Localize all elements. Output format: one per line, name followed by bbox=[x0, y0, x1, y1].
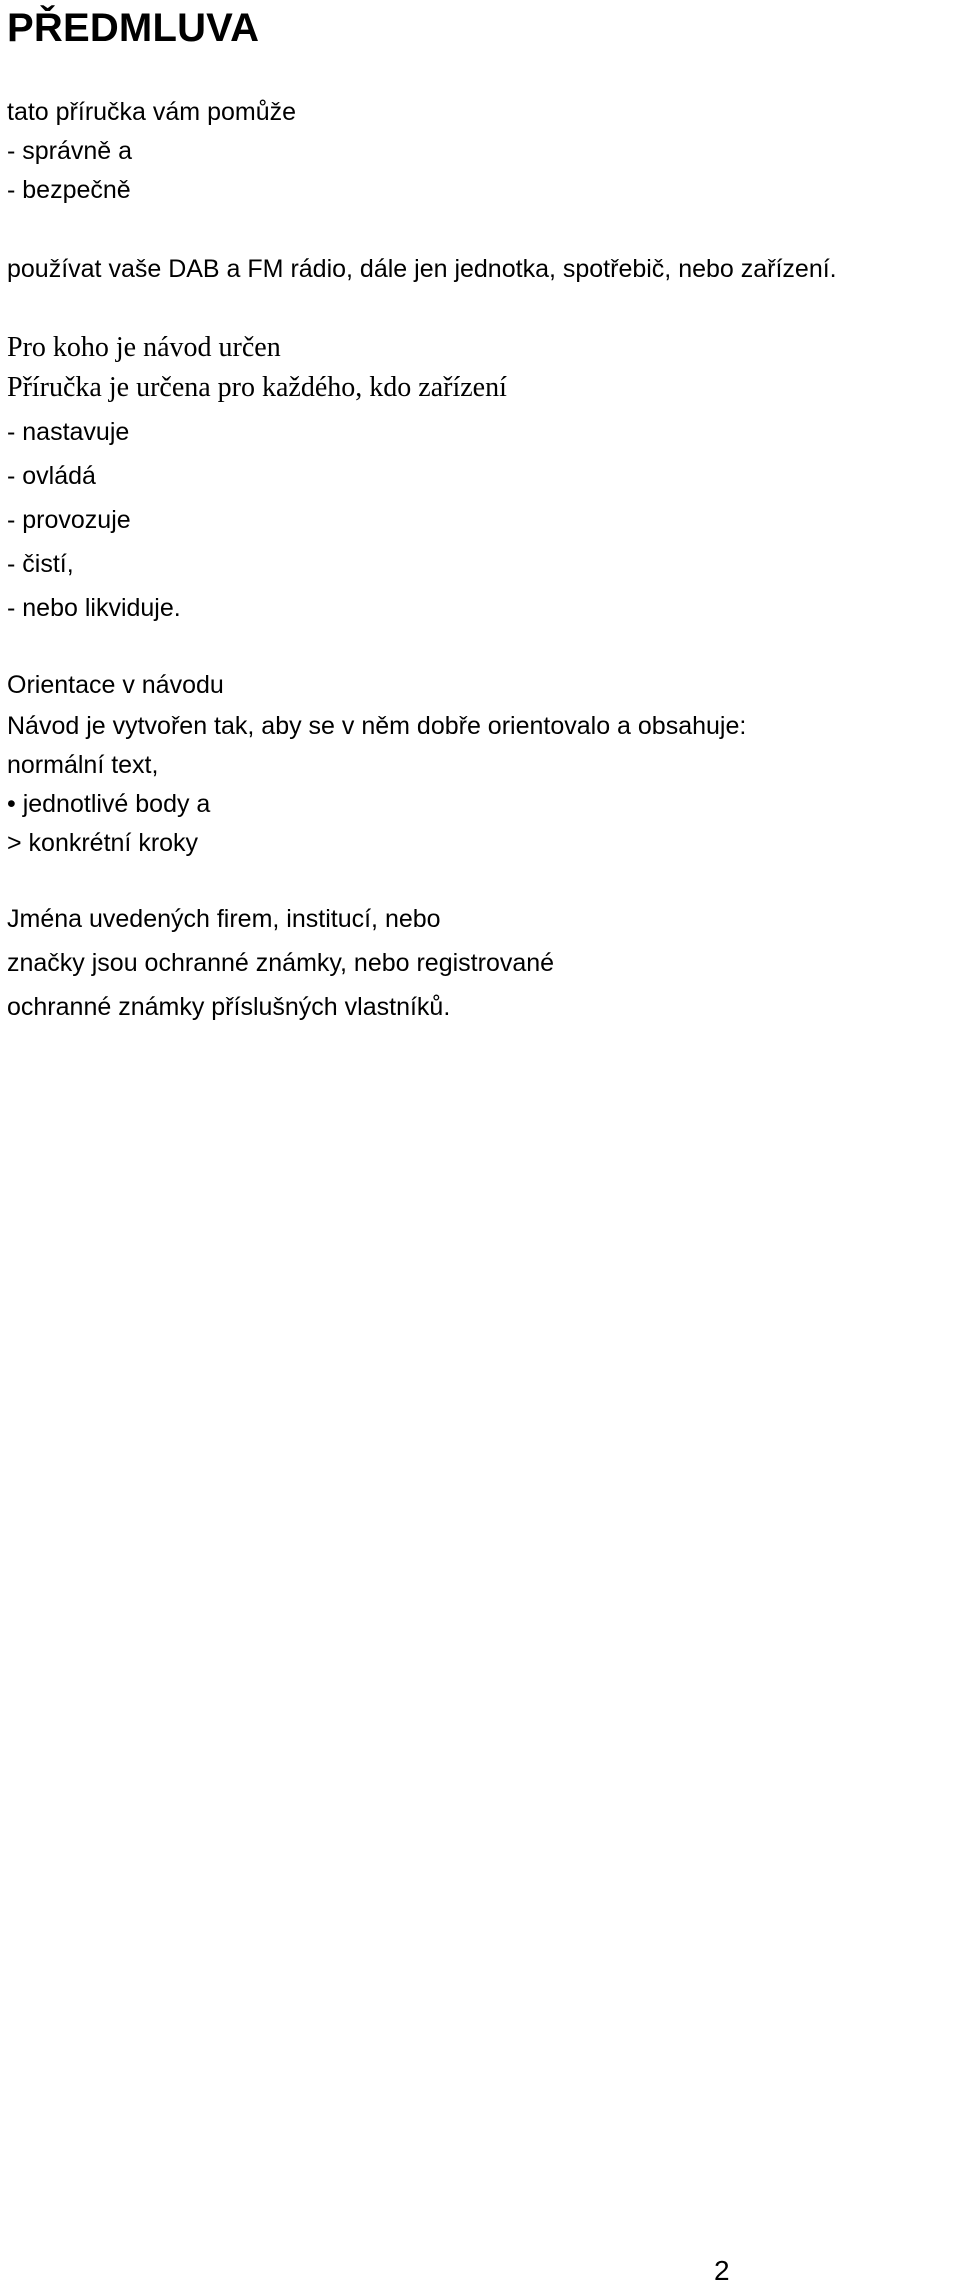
audience-title: Pro koho je návod určen bbox=[7, 332, 281, 363]
orientation-item: • jednotlivé body a bbox=[7, 790, 211, 818]
audience-item: - nebo likviduje. bbox=[7, 594, 181, 622]
orientation-item: > konkrétní kroky bbox=[7, 829, 199, 857]
orientation-title: Orientace v návodu bbox=[7, 671, 224, 699]
section-heading: PŘEDMLUVA bbox=[7, 6, 260, 50]
intro-purpose-line: používat vaše DAB a FM rádio, dále jen jednotka, spotřebič, nebo zařízení. bbox=[7, 255, 837, 283]
page-number: 2 bbox=[714, 2255, 730, 2286]
orientation-description: Návod je vytvořen tak, aby se v něm dobře orientovalo a obsahuje: bbox=[7, 712, 747, 740]
audience-item: - ovládá bbox=[7, 462, 96, 490]
intro-bullet-safely: - bezpečně bbox=[7, 176, 131, 204]
audience-item: - čistí, bbox=[7, 550, 74, 578]
trademark-line: značky jsou ochranné známky, nebo registrované bbox=[7, 949, 555, 977]
trademark-line: Jména uvedených firem, institucí, nebo bbox=[7, 905, 441, 933]
audience-item: - nastavuje bbox=[7, 418, 130, 446]
audience-description: Příručka je určena pro každého, kdo zařízení bbox=[7, 372, 507, 403]
audience-item: - provozuje bbox=[7, 506, 131, 534]
intro-bullet-correctly: - správně a bbox=[7, 137, 133, 165]
orientation-item: normální text, bbox=[7, 751, 159, 779]
intro-line: tato příručka vám pomůže bbox=[7, 98, 297, 126]
trademark-line: ochranné známky příslušných vlastníků. bbox=[7, 993, 451, 1021]
